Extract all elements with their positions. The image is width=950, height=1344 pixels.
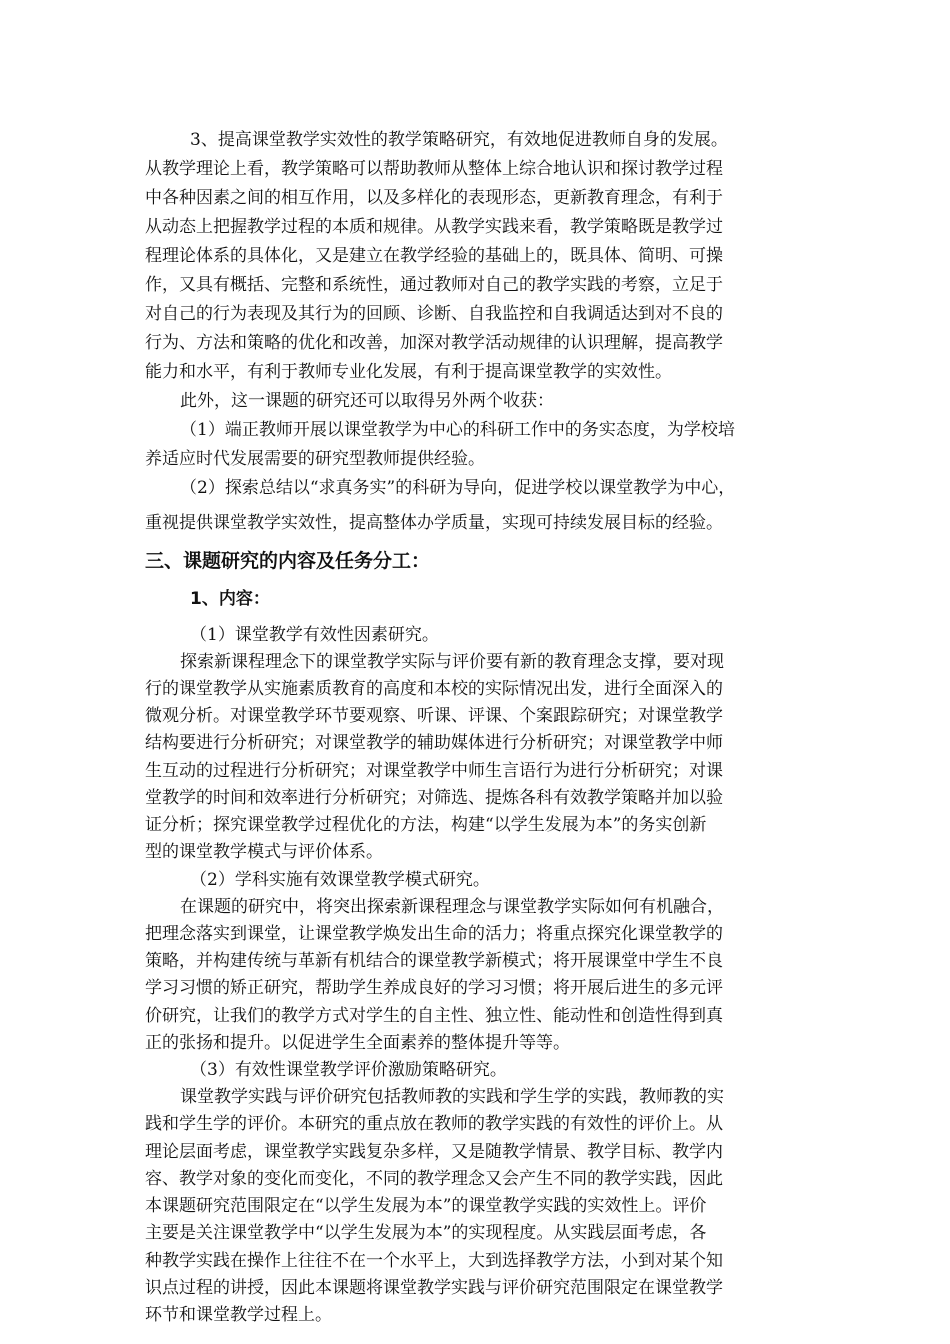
item-title: （2）学科实施有效课堂教学模式研究。 [190, 869, 490, 890]
paragraph-line: 堂教学的时间和效率进行分析研究；对筛选、提炼各科有效教学策略并加以验 [145, 787, 723, 808]
paragraph-line: 主要是关注课堂教学中“以学生发展为本”的实现程度。从实践层面考虑，各 [145, 1223, 707, 1244]
paragraph-line: 在课题的研究中，将突出探索新课程理念与课堂教学实际如何有机融合， [180, 896, 724, 917]
paragraph-line: 从动态上把握教学过程的本质和规律。从教学实践来看，教学策略既是教学过 [145, 217, 723, 237]
paragraph-line: 学习习惯的矫正研究，帮助学生养成良好的学习习惯；将开展后进生的多元评 [145, 978, 723, 999]
paragraph-line: 策略，并构建传统与革新有机结合的课堂教学新模式；将开展课堂中学生不良 [145, 951, 723, 972]
paragraph-line: 理论层面考虑，课堂教学实践复杂多样，又是随教学情景、教学目标、教学内 [145, 1141, 723, 1162]
paragraph-line: 识点过程的讲授，因此本课题将课堂教学实践与评价研究范围限定在课堂教学 [145, 1277, 723, 1298]
paragraph-line: 程理论体系的具体化，又是建立在教学经验的基础上的，既具体、简明、可操 [145, 246, 723, 266]
paragraph-line: 能力和水平，有利于教师专业化发展，有利于提高课堂教学的实效性。 [145, 362, 672, 382]
paragraph-line: （2）探索总结以“求真务实”的科研为导向，促进学校以课堂教学为中心， [180, 478, 736, 498]
paragraph-line: 行的课堂教学从实施素质教育的高度和本校的实际情况出发，进行全面深入的 [145, 679, 723, 700]
paragraph-line: 行为、方法和策略的优化和改善，加深对教学活动规律的认识理解，提高教学 [145, 333, 723, 353]
section-heading: 三、课题研究的内容及任务分工： [145, 550, 431, 572]
paragraph-line: 环节和课堂教学过程上。 [145, 1305, 332, 1325]
paragraph-line: 型的课堂教学模式与评价体系。 [145, 842, 383, 863]
paragraph-line: 对自己的行为表现及其行为的回顾、诊断、自我监控和自我调适达到对不良的 [145, 304, 723, 324]
paragraph-line: 正的张扬和提升。以促进学生全面素养的整体提升等等。 [145, 1032, 570, 1053]
paragraph-line: 此外，这一课题的研究还可以取得另外两个收获： [180, 391, 554, 411]
paragraph-line: 践和学生学的评价。本研究的重点放在教师的教学实践的有效性的评价上。从 [145, 1114, 723, 1135]
paragraph-line: 中各种因素之间的相互作用，以及多样化的表现形态，更新教育理念，有利于 [145, 188, 723, 208]
subsection-heading: 1、内容： [190, 588, 270, 609]
paragraph-line: 本课题研究范围限定在“以学生发展为本”的课堂教学实践的实效性上。评价 [145, 1196, 707, 1217]
paragraph-line: 作，又具有概括、完整和系统性，通过教师对自己的教学实践的考察，立足于 [145, 275, 723, 295]
paragraph-line: 容、教学对象的变化而变化，不同的教学理念又会产生不同的教学实践，因此 [145, 1168, 723, 1189]
item-title: （3）有效性课堂教学评价激励策略研究。 [190, 1060, 507, 1081]
paragraph-line: 种教学实践在操作上往往不在一个水平上，大到选择教学方法，小到对某个知 [145, 1250, 723, 1271]
paragraph-line: 课堂教学实践与评价研究包括教师教的实践和学生学的实践，教师教的实 [180, 1087, 724, 1108]
item-title: （1）课堂教学有效性因素研究。 [190, 624, 439, 645]
paragraph-line: （1）端正教师开展以课堂教学为中心的科研工作中的务实态度，为学校培 [180, 420, 735, 440]
paragraph-line: 3、提高课堂教学实效性的教学策略研究，有效地促进教师自身的发展。 [190, 130, 728, 150]
paragraph-line: 生互动的过程进行分析研究；对课堂教学中师生言语行为进行分析研究；对课 [145, 760, 723, 781]
paragraph-line: 微观分析。对课堂教学环节要观察、听课、评课、个案跟踪研究；对课堂教学 [145, 706, 723, 727]
paragraph-line: 价研究，让我们的教学方式对学生的自主性、独立性、能动性和创造性得到真 [145, 1005, 723, 1026]
paragraph-line: 从教学理论上看，教学策略可以帮助教师从整体上综合地认识和探讨教学过程 [145, 159, 723, 179]
paragraph-line: 结构要进行分析研究；对课堂教学的辅助媒体进行分析研究；对课堂教学中师 [145, 733, 723, 754]
paragraph-line: 养适应时代发展需要的研究型教师提供经验。 [145, 449, 485, 469]
paragraph-line: 探索新课程理念下的课堂教学实际与评价要有新的教育理念支撑，要对现 [180, 651, 724, 672]
paragraph-line: 重视提供课堂教学实效性，提高整体办学质量，实现可持续发展目标的经验。 [145, 513, 723, 533]
paragraph-line: 把理念落实到课堂，让课堂教学焕发出生命的活力；将重点探究化课堂教学的 [145, 923, 723, 944]
paragraph-line: 证分析；探究课堂教学过程优化的方法，构建“以学生发展为本”的务实创新 [145, 815, 707, 836]
